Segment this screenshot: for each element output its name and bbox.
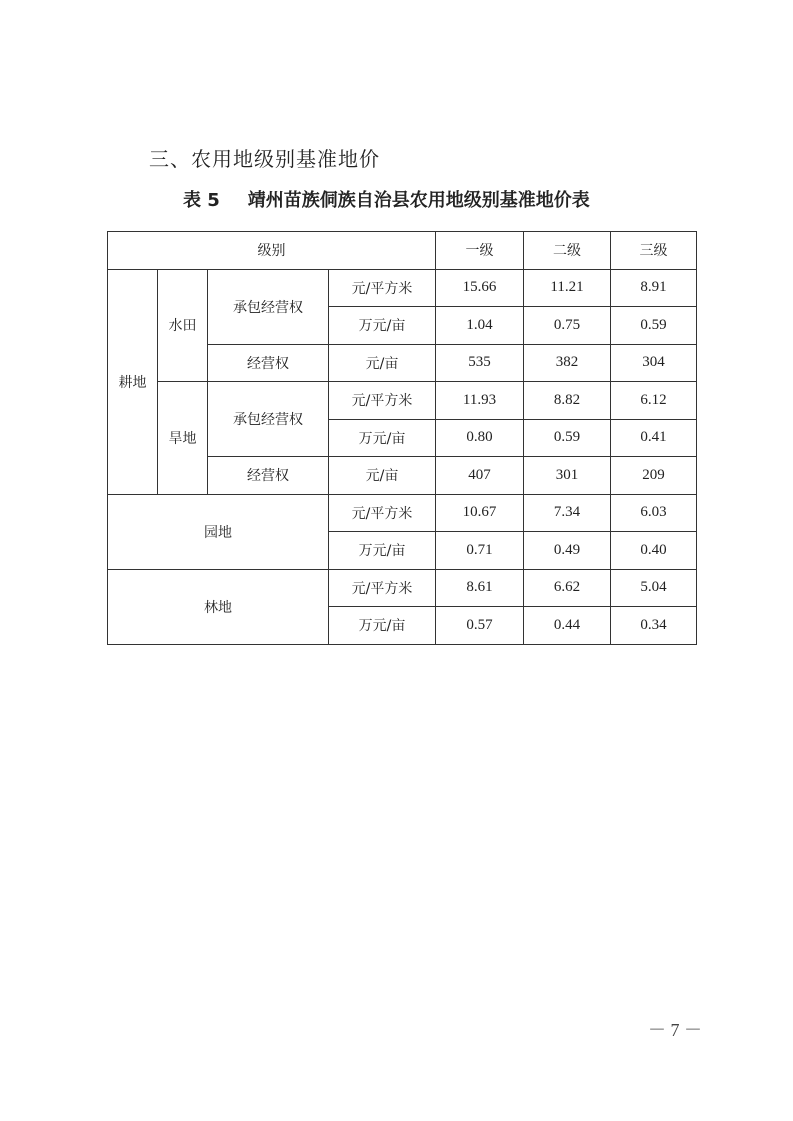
value-cell: 0.75 <box>524 307 611 345</box>
table-title-text: 靖州苗族侗族自治县农用地级别基准地价表 <box>247 190 590 211</box>
unit-cell: 万元/亩 <box>329 532 436 570</box>
value-cell: 0.71 <box>436 532 524 570</box>
unit-cell: 元/亩 <box>329 457 436 495</box>
header-category: 级别 <box>108 232 436 270</box>
paddy-field-cell: 水田 <box>158 269 208 382</box>
contract-rights-cell: 承包经营权 <box>208 382 329 457</box>
unit-cell: 元/亩 <box>329 344 436 382</box>
header-grade-3: 三级 <box>611 232 697 270</box>
value-cell: 382 <box>524 344 611 382</box>
header-grade-2: 二级 <box>524 232 611 270</box>
value-cell: 304 <box>611 344 697 382</box>
value-cell: 0.59 <box>524 419 611 457</box>
table-header-row <box>108 232 697 270</box>
value-cell: 8.82 <box>524 382 611 420</box>
value-cell: 0.44 <box>524 607 611 645</box>
value-cell: 8.61 <box>436 569 524 607</box>
value-cell: 0.80 <box>436 419 524 457</box>
table-label: 表 5 <box>183 190 220 211</box>
value-cell: 0.59 <box>611 307 697 345</box>
value-cell: 301 <box>524 457 611 495</box>
unit-cell: 元/平方米 <box>329 382 436 420</box>
value-cell: 0.57 <box>436 607 524 645</box>
value-cell: 0.49 <box>524 532 611 570</box>
unit-cell: 万元/亩 <box>329 607 436 645</box>
page-number: － 7 － <box>648 1020 702 1040</box>
value-cell: 6.12 <box>611 382 697 420</box>
unit-cell: 元/平方米 <box>329 569 436 607</box>
garden-land-cell: 园地 <box>108 494 329 569</box>
operating-rights-cell: 经营权 <box>208 457 329 495</box>
table-row <box>108 269 697 307</box>
value-cell: 0.34 <box>611 607 697 645</box>
value-cell: 10.67 <box>436 494 524 532</box>
operating-rights-cell: 经营权 <box>208 344 329 382</box>
unit-cell: 万元/亩 <box>329 419 436 457</box>
header-grade-1: 一级 <box>436 232 524 270</box>
value-cell: 7.34 <box>524 494 611 532</box>
table-row <box>108 382 697 420</box>
value-cell: 11.93 <box>436 382 524 420</box>
table-row <box>108 569 697 607</box>
contract-rights-cell: 承包经营权 <box>208 269 329 344</box>
section-heading: 三、农用地级别基准地价 <box>149 147 380 171</box>
unit-cell: 元/平方米 <box>329 269 436 307</box>
table-title <box>183 186 590 212</box>
value-cell: 407 <box>436 457 524 495</box>
value-cell: 6.03 <box>611 494 697 532</box>
value-cell: 5.04 <box>611 569 697 607</box>
dry-land-cell: 旱地 <box>158 382 208 495</box>
value-cell: 209 <box>611 457 697 495</box>
value-cell: 0.40 <box>611 532 697 570</box>
value-cell: 6.62 <box>524 569 611 607</box>
value-cell: 11.21 <box>524 269 611 307</box>
value-cell: 15.66 <box>436 269 524 307</box>
value-cell: 1.04 <box>436 307 524 345</box>
unit-cell: 元/平方米 <box>329 494 436 532</box>
value-cell: 0.41 <box>611 419 697 457</box>
land-price-table <box>107 231 697 645</box>
cultivated-land-cell: 耕地 <box>108 269 158 494</box>
table-row <box>108 494 697 532</box>
forest-land-cell: 林地 <box>108 569 329 644</box>
value-cell: 535 <box>436 344 524 382</box>
value-cell: 8.91 <box>611 269 697 307</box>
unit-cell: 万元/亩 <box>329 307 436 345</box>
